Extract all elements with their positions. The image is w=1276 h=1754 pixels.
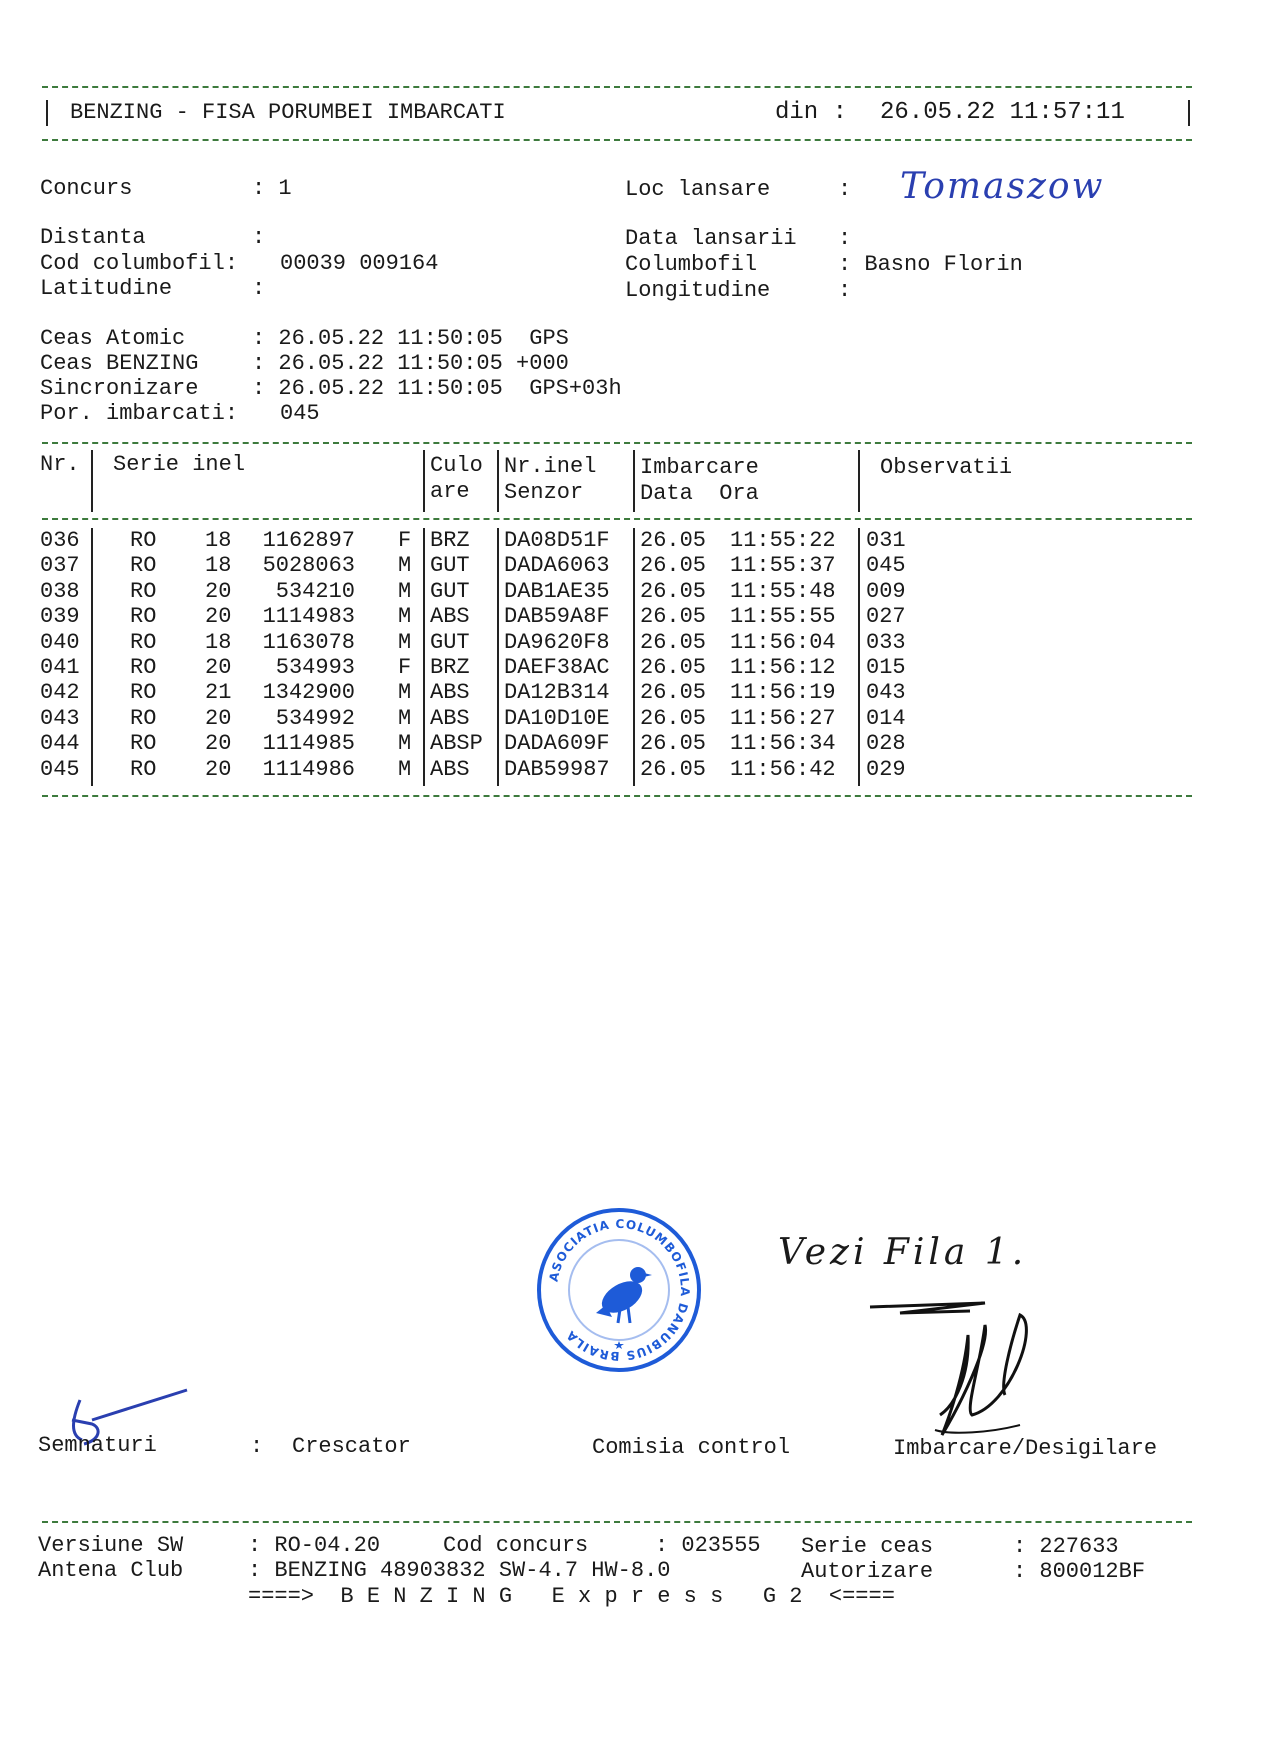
cell-an: 18 [205,553,232,579]
cell-data: 26.05 [640,705,707,731]
header-sep-3 [497,450,499,512]
cell-data: 26.05 [640,655,707,680]
cell-ora: 11:56:19 [730,680,836,706]
cell-tara: RO [130,680,157,706]
table-bottom-border [42,795,1192,797]
latitudine-value: : [252,276,266,301]
cell-an: 18 [205,528,232,553]
cell-inel: 534993 [275,655,355,680]
col-header-serie: Serie inel [113,452,246,477]
cell-data: 26.05 [640,553,707,579]
cell-tara: RO [130,528,157,553]
header-sep-2 [423,450,425,512]
cell-ora: 11:55:22 [730,528,836,553]
cell-sex: M [398,629,412,655]
antena-label: Antena Club [38,1558,184,1583]
cell-data: 26.05 [640,680,707,706]
semnaturi-label: Semnaturi [38,1433,157,1458]
cell-inel: 1342900 [262,680,355,706]
cell-ora: 11:55:55 [730,604,836,630]
cell-inel: 1114986 [262,756,355,782]
cell-obs: 027 [866,604,906,630]
cell-ora: 11:56:34 [730,731,836,757]
semnatura-comisia: Comisia control [592,1435,791,1460]
cell-culoare: ABS [430,705,470,731]
ceas-atomic-value: : 26.05.22 11:50:05 GPS [252,326,569,351]
body-sep-5 [858,528,860,786]
loc-lansare-colon: : [838,177,852,202]
cell-senzor: DADA6063 [504,553,610,579]
header-sep-1 [91,450,93,512]
antena-value: : BENZING 48903832 SW-4.7 HW-8.0 [248,1558,671,1583]
sincronizare-value: : 26.05.22 11:50:05 GPS+03h [252,376,622,401]
cell-sex: F [398,528,412,553]
serie-ceas-label: Serie ceas [801,1534,934,1559]
cell-nr: 036 [40,528,80,553]
cell-senzor: DA08D51F [504,528,610,553]
semnatura-imbarcare: Imbarcare/Desigilare [893,1436,1158,1461]
body-sep-4 [633,528,635,786]
body-sep-1 [91,528,93,786]
header-bottom-border [42,139,1192,141]
handwritten-note: Vezi Fila 1. [778,1232,1028,1273]
cell-culoare: BRZ [430,655,470,680]
cell-tara: RO [130,578,157,604]
cell-obs: 031 [866,528,906,553]
pigeon-icon [596,1267,652,1323]
cell-senzor: DAB59987 [504,756,610,782]
cell-inel: 534210 [275,578,355,604]
cell-sex: M [398,553,412,579]
benzing-brand-line: ====> B E N Z I N G E x p r e s s G 2 <==== [248,1584,895,1609]
table-top-border [42,442,1192,444]
cell-culoare: ABSP [430,731,483,757]
body-sep-3 [497,528,499,786]
cell-nr: 041 [40,655,80,680]
header-top-border [42,86,1192,88]
col-header-nrinel-1: Nr.inel [504,454,597,479]
concurs-value: : 1 [252,176,292,201]
cell-an: 20 [205,756,232,782]
cod-concurs-value: : 023555 [655,1533,761,1558]
header-sep-4 [633,450,635,512]
cell-nr: 044 [40,731,80,757]
distanta-label: Distanta [40,225,146,250]
cell-nr: 043 [40,705,80,731]
cell-an: 20 [205,655,232,680]
columbofil-label: Columbofil [625,252,758,277]
cell-nr: 045 [40,756,80,782]
cell-senzor: DA9620F8 [504,629,610,655]
cell-tara: RO [130,655,157,680]
col-header-nrinel-2: Senzor [504,480,584,505]
cell-sex: M [398,705,412,731]
autorizare-value: : 800012BF [1013,1559,1146,1584]
stamp-text: ASOCIATIA COLUMBOFILA DANUBIUS BRAILA [546,1216,693,1364]
por-imbarcati-label: Por. imbarcati: [40,401,239,426]
data-lansarii-label: Data lansarii [625,226,797,251]
cell-nr: 042 [40,680,80,706]
cell-nr: 037 [40,553,80,579]
cell-inel: 1114983 [262,604,355,630]
cell-inel: 1162897 [262,528,355,553]
col-header-imbarcare-2: Data Ora [640,481,759,506]
cell-obs: 033 [866,629,906,655]
sincronizare-label: Sincronizare [40,376,199,401]
semnaturi-colon: : [250,1434,264,1459]
cod-columbofil-value: 00039 009164 [280,251,439,276]
cell-obs: 045 [866,553,906,579]
autorizare-label: Autorizare [801,1559,934,1584]
col-header-nr: Nr. [40,452,80,477]
cell-senzor: DA12B314 [504,680,610,706]
cell-tara: RO [130,705,157,731]
header-title: BENZING - FISA PORUMBEI IMBARCATI [70,100,506,125]
versiune-value: : RO-04.20 [248,1533,381,1558]
cell-culoare: ABS [430,756,470,782]
cell-an: 20 [205,604,232,630]
serie-ceas-value: : 227633 [1013,1534,1119,1559]
header-din-label: din : [775,99,848,126]
body-sep-2 [423,528,425,786]
col-header-observatii: Observatii [880,455,1013,480]
versiune-label: Versiune SW [38,1533,184,1558]
cell-senzor: DA10D10E [504,705,610,731]
cell-obs: 043 [866,680,906,706]
cell-ora: 11:55:37 [730,553,836,579]
cell-data: 26.05 [640,604,707,630]
cell-sex: M [398,731,412,757]
cell-inel: 534992 [275,705,355,731]
cell-inel: 5028063 [262,553,355,579]
cell-culoare: GUT [430,578,470,604]
cell-culoare: ABS [430,680,470,706]
col-header-culoare-1: Culo [430,453,483,478]
cell-senzor: DAB59A8F [504,604,610,630]
cell-tara: RO [130,553,157,579]
cell-data: 26.05 [640,629,707,655]
longitudine-label: Longitudine [625,278,771,303]
cell-ora: 11:55:48 [730,578,836,604]
semnatura-crescator: Crescator [292,1434,411,1459]
cell-data: 26.05 [640,756,707,782]
cell-obs: 015 [866,655,906,680]
distanta-value: : [252,225,266,250]
header-datetime: 26.05.22 11:57:11 [880,99,1125,126]
cell-sex: M [398,604,412,630]
cell-data: 26.05 [640,528,707,553]
cell-culoare: GUT [430,553,470,579]
header-left-border [46,100,48,126]
cell-nr: 038 [40,578,80,604]
cell-ora: 11:56:27 [730,705,836,731]
star-icon [614,1341,624,1349]
cell-culoare: ABS [430,604,470,630]
longitudine-value: : [838,278,852,303]
header-right-border [1188,100,1190,126]
cell-obs: 014 [866,705,906,731]
ceas-atomic-label: Ceas Atomic [40,326,186,351]
club-stamp [534,1205,704,1375]
cell-senzor: DADA609F [504,731,610,757]
loc-lansare-label: Loc lansare [625,177,771,202]
cell-inel: 1114985 [262,731,355,757]
ceas-benzing-value: : 26.05.22 11:50:05 +000 [252,351,569,376]
cell-culoare: GUT [430,629,470,655]
cod-concurs-label: Cod concurs [443,1533,589,1558]
cell-ora: 11:56:04 [730,629,836,655]
loc-lansare-value: Tomaszow [900,166,1105,207]
cell-an: 20 [205,578,232,604]
table-header-separator [42,518,1192,520]
cell-sex: F [398,655,412,680]
cell-senzor: DAB1AE35 [504,578,610,604]
cell-sex: M [398,680,412,706]
columbofil-value: : Basno Florin [838,252,1023,277]
cell-ora: 11:56:12 [730,655,836,680]
footer-top-border [42,1521,1192,1523]
data-lansarii-value: : [838,226,852,251]
cell-data: 26.05 [640,578,707,604]
concurs-label: Concurs [40,176,133,201]
cell-tara: RO [130,731,157,757]
cell-tara: RO [130,604,157,630]
cell-an: 21 [205,680,232,706]
cell-obs: 028 [866,731,906,757]
cell-senzor: DAEF38AC [504,655,610,680]
cell-inel: 1163078 [262,629,355,655]
cell-an: 18 [205,629,232,655]
cell-nr: 040 [40,629,80,655]
cell-obs: 009 [866,578,906,604]
cell-tara: RO [130,629,157,655]
ceas-benzing-label: Ceas BENZING [40,351,199,376]
cell-tara: RO [130,756,157,782]
cell-sex: M [398,756,412,782]
cell-obs: 029 [866,756,906,782]
cod-columbofil-label: Cod columbofil: [40,251,239,276]
col-header-culoare-2: are [430,479,470,504]
cell-data: 26.05 [640,731,707,757]
header-sep-5 [858,450,860,512]
latitudine-label: Latitudine [40,276,173,301]
cell-culoare: BRZ [430,528,470,553]
cell-sex: M [398,578,412,604]
cell-an: 20 [205,705,232,731]
por-imbarcati-value: 045 [280,401,320,426]
cell-ora: 11:56:42 [730,756,836,782]
cell-nr: 039 [40,604,80,630]
col-header-imbarcare-1: Imbarcare [640,455,759,480]
cell-an: 20 [205,731,232,757]
